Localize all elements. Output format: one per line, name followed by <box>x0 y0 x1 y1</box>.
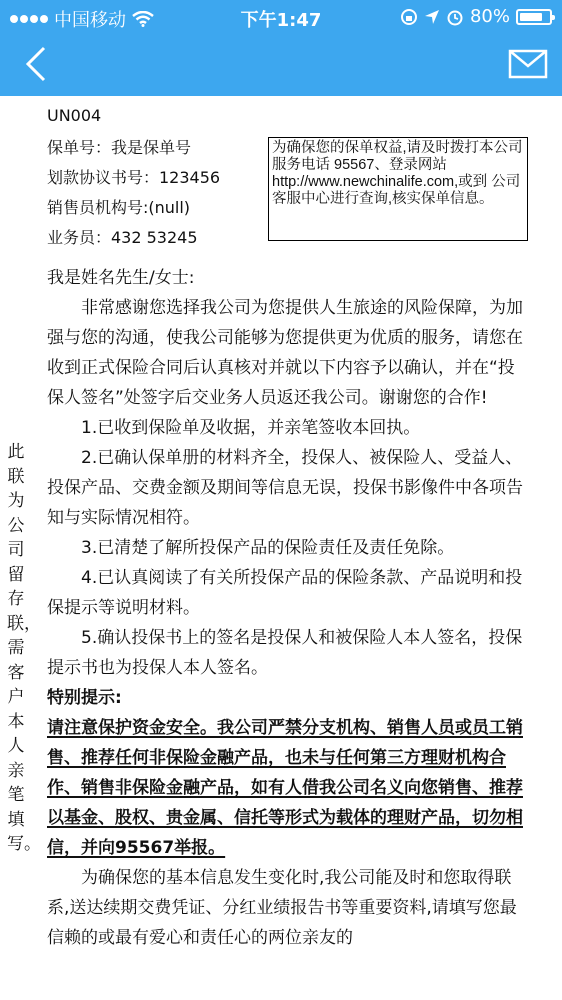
battery-icon <box>516 9 552 25</box>
envelope-icon[interactable] <box>508 46 548 82</box>
sales-org-number: 销售员机构号:(null) <box>47 198 191 217</box>
rotation-lock-icon <box>400 8 418 26</box>
list-item: 3.已清楚了解所投保产品的保险责任及责任免除。 <box>81 538 455 558</box>
chevron-left-icon[interactable] <box>18 44 58 84</box>
document-code: UN004 <box>47 106 102 125</box>
status-time: 下午1:47 <box>240 10 322 31</box>
status-right <box>400 6 552 27</box>
special-text: 请注意保护资金安全。我公司严禁分支机构、销售人员或员工销售、推荐任何非保险金融产品，也未与任何第三方理财机构合作、销售非保险金融产品，如有人借我公司名义向您销售、推荐以基金、股权、贵金属、信托等形式为载体的理财产品，切勿相信，并向95567举报。 <box>47 718 523 858</box>
side-note: 此联为公司留存联，需客户本人亲笔填写。 <box>7 442 41 854</box>
notice-box: 为确保您的保单权益,请及时拨打本公司服务电话 95567、登录网站http://www.newchinalife.com,或到 公司客服中心进行查询,核实保单信息。 <box>268 137 528 241</box>
list-item: 2.已确认保单册的材料齐全，投保人、被保险人、受益人、投保产品、交费金额及期间等信息无误，投保书影像件中各项告知与实际情况相符。 <box>47 448 523 528</box>
carrier-label: 中国移动 <box>54 10 126 31</box>
agent-info: 业务员：432 53245 <box>47 228 198 247</box>
letter-body <box>47 263 525 953</box>
intro-paragraph: 非常感谢您选择我公司为您提供人生旅途的风险保障，为加强与您的沟通，使我公司能够为您提供更为优质的服务，请您在收到正式保险合同后认真核对并就以下内容予以确认，并在“投保人签名”处签字后交业务人员返还我公司。谢谢您的合作! <box>47 298 523 408</box>
status-bar <box>0 0 562 34</box>
salutation: 我是姓名先生/女士: <box>47 268 195 288</box>
alarm-icon <box>446 8 464 26</box>
list-item: 4.已认真阅读了有关所投保产品的保险条款、产品说明和投保提示等说明材料。 <box>47 568 523 618</box>
location-icon <box>424 9 440 25</box>
list-item: 1.已收到保险单及收据，并亲笔签收本回执。 <box>81 418 421 438</box>
closing-paragraph: 为确保您的基本信息发生变化时,我公司能及时和您取得联系,送达续期交费凭证、分红业绩报告书等重要资料,请填写您最信赖的或最有爱心和责任心的两位亲友的 <box>47 868 517 948</box>
list-item: 5.确认投保书上的签名是投保人和被保险人本人签名，投保提示书也为投保人本人签名。 <box>47 628 523 678</box>
agreement-number: 划款协议书号：123456 <box>47 168 221 187</box>
policy-number: 保单号：我是保单号 <box>47 138 192 157</box>
battery-percent: 80% <box>469 6 510 27</box>
special-title: 特别提示: <box>47 688 122 708</box>
battery-fill <box>520 13 542 21</box>
navigation-bar <box>0 34 562 96</box>
